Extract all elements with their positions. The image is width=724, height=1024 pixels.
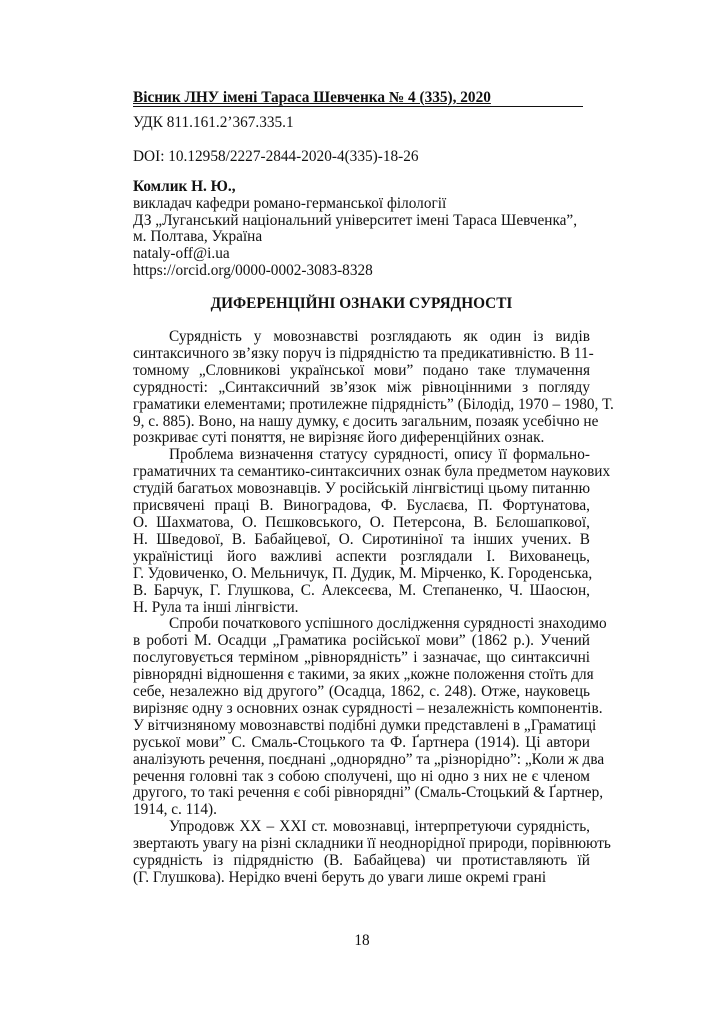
paragraph [133,615,607,819]
text-line: Сурядність у мовознавстві розглядають як один із видів [169,328,590,345]
text-line: студій багатьох мовознавців. У російській лінгвістиці цьому питанню [133,480,590,498]
text-line: розкриває суті поняття, не вирізняє його диференційних ознак. [133,429,545,447]
text-line: україністиці його важливі аспекти розглядали І. Вихованець, [133,547,590,565]
text-line: сурядності: „Синтаксичний зв’язок між рівноцінними з погляду [133,378,590,396]
text-line: рівнорядні відношення є такими, за яких „кожне положення стоїть для [133,666,594,684]
text-line: другого, то такі речення є собі рівнорядні” (Смаль-Стоцький & Ґартнер, [133,784,604,802]
text-line: аналізують речення, поєднані „однорядно” та „різнорідно”: „Коли ж два [133,750,605,768]
text-line: звертають увагу на різні складники її неоднорідної природи, порівнюють [133,835,611,853]
text-line: 9, с. 885). Воно, на нашу думку, є досить загальним, позаяк усебічно не [133,412,599,430]
author-block [133,179,577,280]
text-line: Спроби початкового успішного дослідження сурядності знаходимо [169,615,607,633]
article-body [133,328,614,887]
text-line: речення головні так з собою сполучені, що ні одно з них не є членом [133,767,590,785]
author-location: м. Полтава, Україна [133,228,263,246]
article-title: ДИФЕРЕНЦІЙНІ ОЗНАКИ СУРЯДНОСТІ [210,295,513,312]
text-line: руської мови” С. Смаль-Стоцького та Ф. Ґартнера (1914). Ці автори [133,733,590,751]
text-line: (Г. Глушкова). Нерідко вчені беруть до уваги лише окремі грані [133,869,547,886]
author-position: викладач кафедри романо-германської філології [133,194,447,212]
text-line: в роботі М. Осадци „Граматика російської мови” (1862 р.). Учений [133,632,590,650]
text-line: послуговується терміном „рівнорядність” і зазначає, що синтаксичні [133,649,590,667]
paragraph [133,328,614,447]
text-line: О. Шахматова, О. Пєшковського, О. Петерсона, В. Бєлошапкової, [133,513,590,531]
text-line: синтаксичного зв’язку поруч із підрядністю та предикативністю. В 11- [133,344,594,362]
text-line: В. Барчук, Г. Глушкова, С. Алексеєва, М. Степаненко, Ч. Шаосюн, [133,581,590,599]
text-line: вирізняє одну з основних ознак сурядності – незалежність компонентів. [133,699,603,717]
author-orcid: https://orcid.org/0000-0002-3083-8328 [133,261,373,279]
text-line: томному „Словникові української мови” подано таке тлумачення [133,361,590,379]
text-line: Г. Удовиченко, О. Мельничук, П. Дудик, М. Мірченко, К. Городенська, [133,564,593,582]
text-line: граматичних та семантико-синтаксичних ознак була предметом наукових [133,463,611,481]
journal-header: Вісник ЛНУ імені Тараса Шевченка № 4 (335), 2020 [133,90,583,107]
text-line: себе, незалежно від другого” (Осадца, 1862, с. 248). Отже, науковець [133,683,590,701]
author-email: nataly-off@i.ua [133,245,230,263]
text-line: граматики елементами; протилежне підрядність” (Білодід, 1970 – 1980, Т. [133,395,614,413]
paragraph [133,446,611,616]
udk-code: УДК 811.161.2’367.335.1 [133,114,294,131]
text-line: 1914, с. 114). [133,801,217,819]
text-line: Н. Шведової, В. Бабайцевої, О. Сиротиніної та інших учених. В [133,530,590,548]
text-line: сурядність із підрядністю (В. Бабайцева) чи протиставляють їй [133,852,590,870]
author-name: Комлик Н. Ю., [133,178,236,195]
text-line: Н. Рула та інші лінгвісти. [133,598,299,616]
doi: DOI: 10.12958/2227-2844-2020-4(335)-18-26 [133,148,419,165]
text-line: присвячені праці В. Виноградова, Ф. Буслаєва, П. Фортунатова, [133,497,590,515]
text-line: Упродовж XX – XXI ст. мовознавці, інтерпретуючи сурядність, [169,818,590,836]
text-line: Проблема визначення статусу сурядності, опису її формально- [169,446,590,464]
text-line: У вітчизняному мовознавстві подібні думки представлені в „Граматиці [133,716,597,734]
author-institution: ДЗ „Луганський національний університет імені Тараса Шевченка”, [133,211,578,229]
paragraph [133,818,611,887]
page-number: 18 [354,932,370,949]
